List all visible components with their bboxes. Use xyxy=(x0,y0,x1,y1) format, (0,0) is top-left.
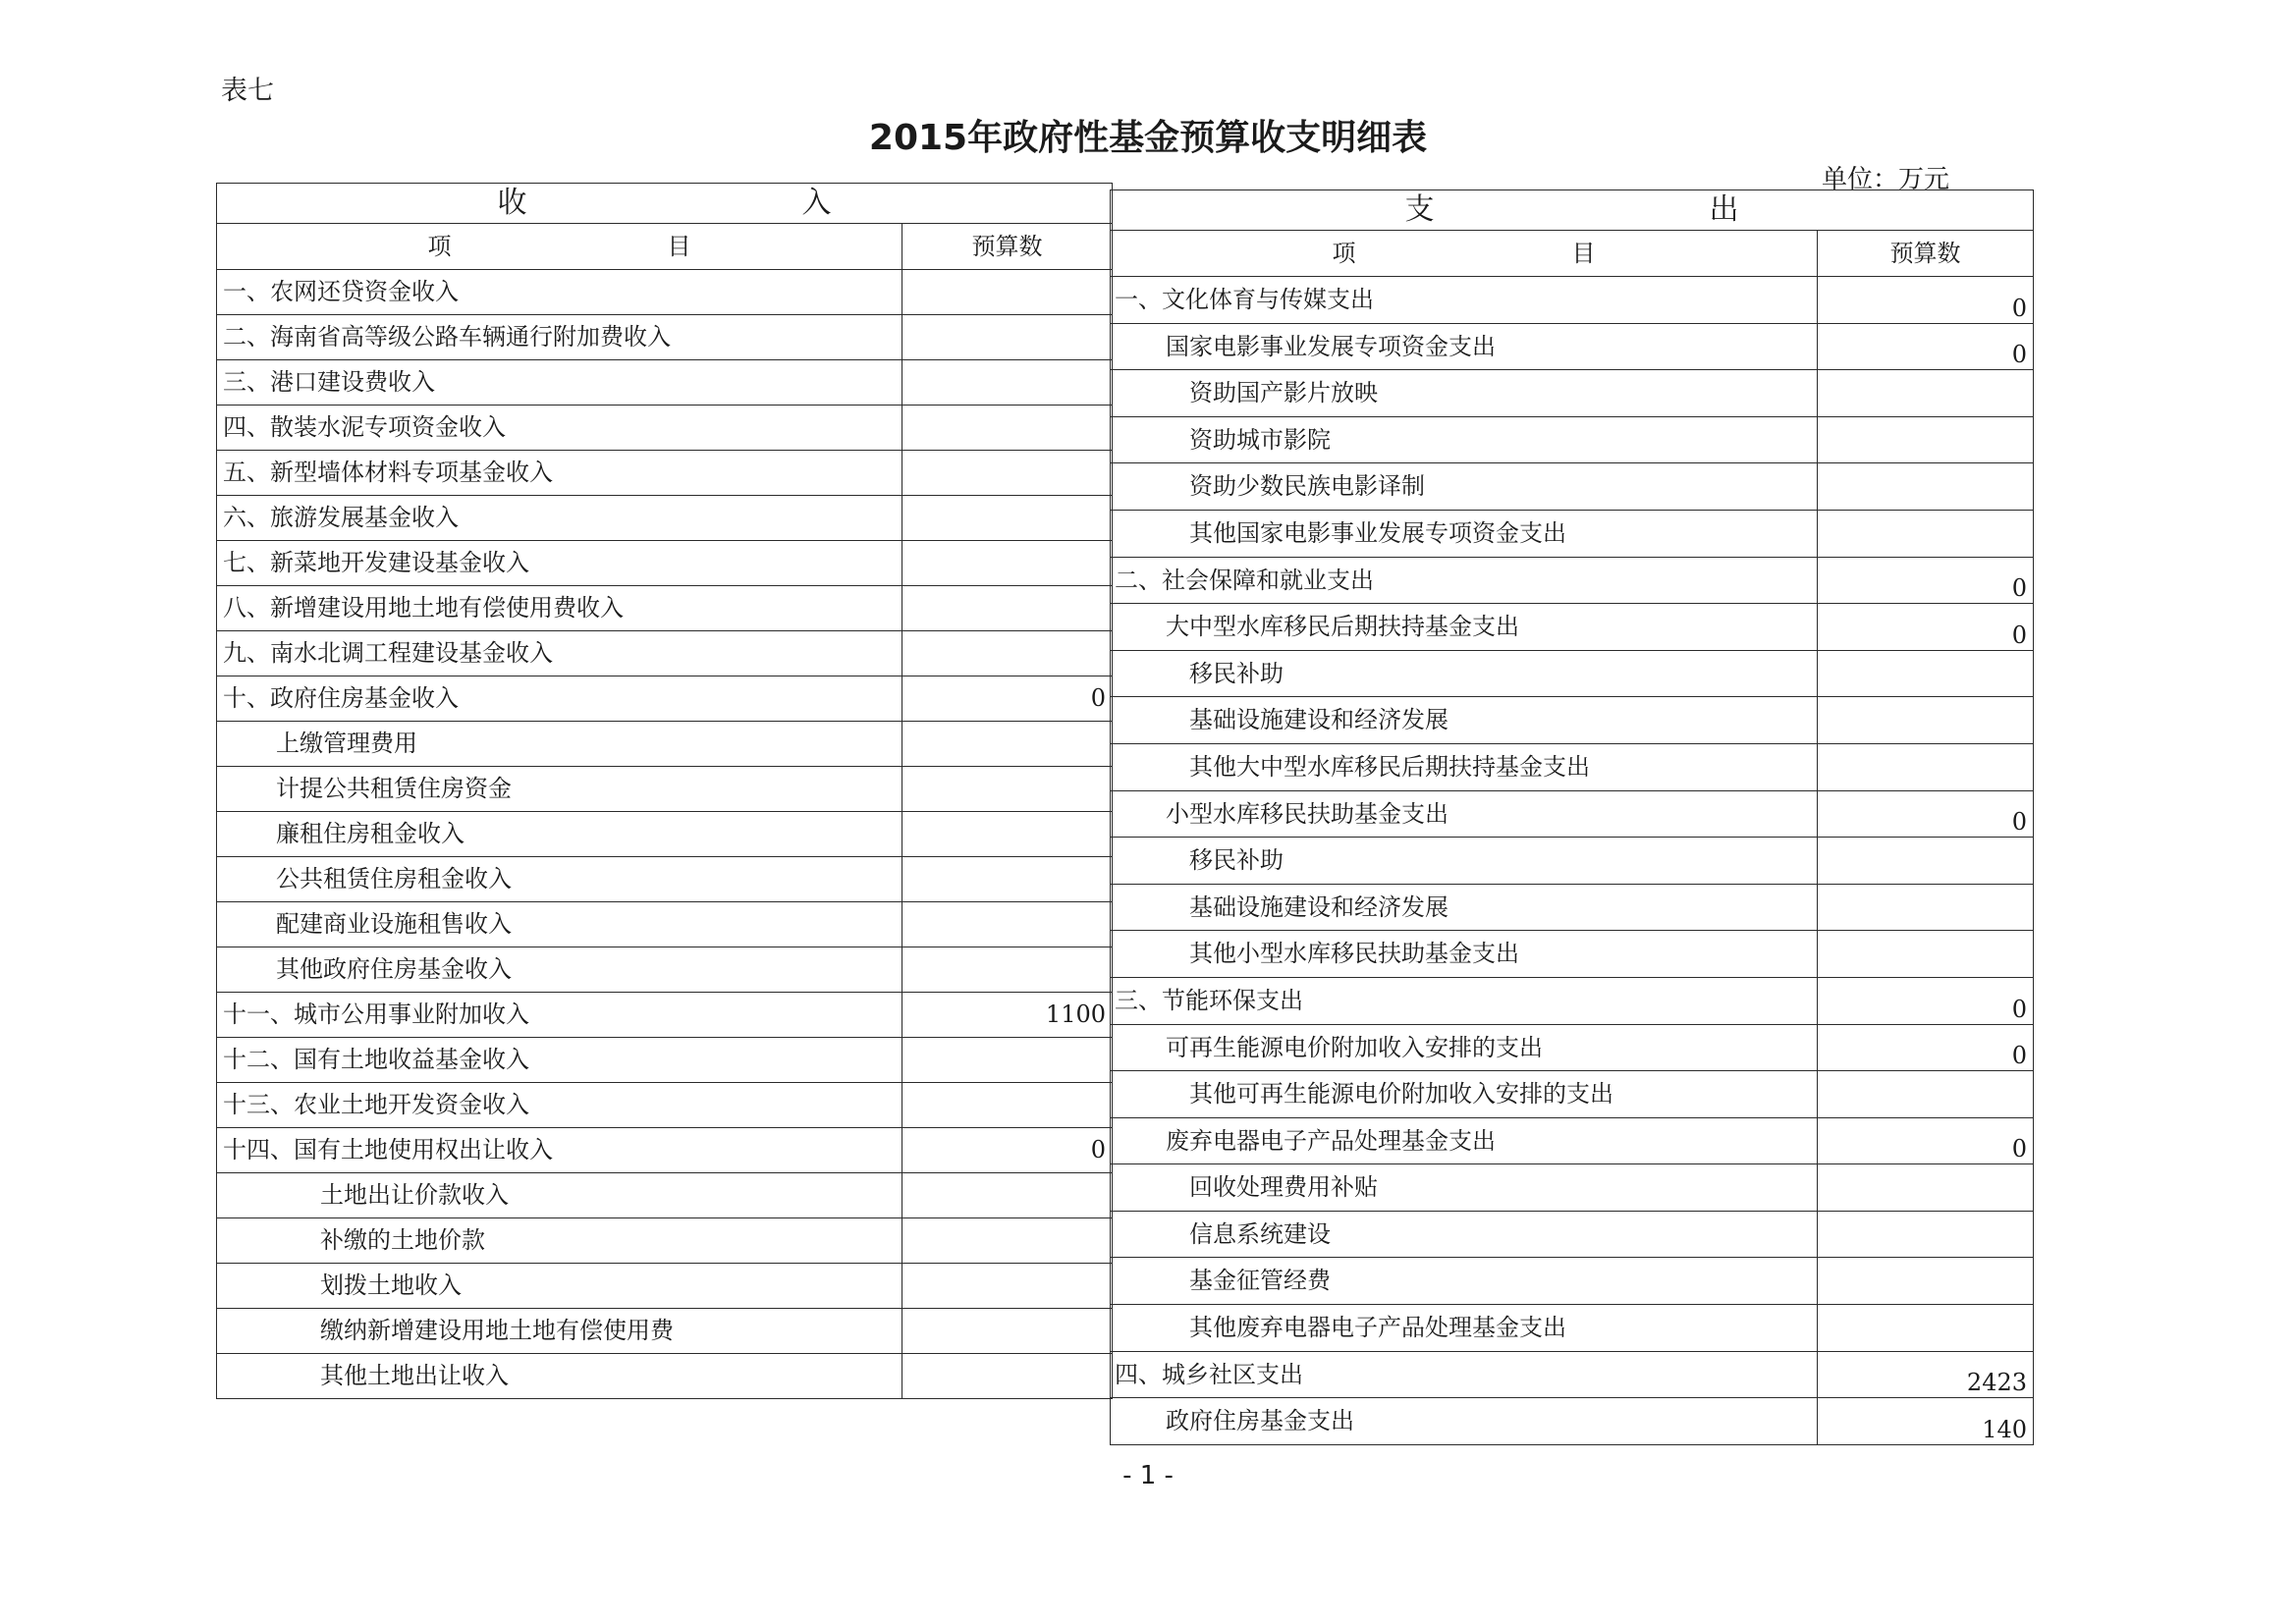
expense-row xyxy=(1111,1117,2034,1164)
income-row xyxy=(217,1038,1113,1083)
expense-section-right: 出 xyxy=(1709,192,1739,227)
unit-label: 单位：万元 xyxy=(1822,165,1950,194)
expense-row xyxy=(1111,510,2034,557)
expense-item-name: 回收处理费用补贴 xyxy=(1111,1164,1818,1212)
income-item-budget xyxy=(902,631,1113,676)
income-row xyxy=(217,857,1113,902)
income-item-name: 十、政府住房基金收入 xyxy=(217,676,902,722)
income-row xyxy=(217,722,1113,767)
expense-section-cell xyxy=(1111,190,2034,231)
expense-row xyxy=(1111,838,2034,885)
expense-row xyxy=(1111,416,2034,463)
expense-item-budget xyxy=(1818,650,2034,697)
expense-column-header xyxy=(1111,231,2034,277)
expense-item-name: 大中型水库移民后期扶持基金支出 xyxy=(1111,604,1818,651)
income-item-budget xyxy=(902,315,1113,360)
expense-item-name: 可再生能源电价附加收入安排的支出 xyxy=(1111,1024,1818,1071)
expense-item-budget xyxy=(1818,1305,2034,1352)
income-item-budget xyxy=(902,1038,1113,1083)
income-row xyxy=(217,451,1113,496)
expense-item-budget xyxy=(1818,463,2034,511)
income-item-budget xyxy=(902,406,1113,451)
income-section-cell xyxy=(217,184,1113,224)
income-item-name: 六、旅游发展基金收入 xyxy=(217,496,902,541)
expense-item-budget: 0 xyxy=(1818,277,2034,324)
income-item-budget: 0 xyxy=(902,676,1113,722)
income-item-name: 十四、国有土地使用权出让收入 xyxy=(217,1128,902,1173)
income-item-name: 配建商业设施租售收入 xyxy=(217,902,902,947)
expense-item-name: 基础设施建设和经济发展 xyxy=(1111,697,1818,744)
expense-item-budget: 0 xyxy=(1818,557,2034,604)
income-item-name: 缴纳新增建设用地土地有偿使用费 xyxy=(217,1309,902,1354)
income-item-budget xyxy=(902,586,1113,631)
expense-item-budget: 0 xyxy=(1818,1117,2034,1164)
income-column-header xyxy=(217,224,1113,270)
income-row xyxy=(217,406,1113,451)
income-item-name: 九、南水北调工程建设基金收入 xyxy=(217,631,902,676)
expense-row xyxy=(1111,743,2034,790)
expense-item-name: 其他小型水库移民扶助基金支出 xyxy=(1111,931,1818,978)
expense-item-name: 小型水库移民扶助基金支出 xyxy=(1111,790,1818,838)
expense-col-budget: 预算数 xyxy=(1818,231,2034,277)
expense-row xyxy=(1111,1164,2034,1212)
income-row xyxy=(217,586,1113,631)
expense-row xyxy=(1111,650,2034,697)
expense-item-budget: 0 xyxy=(1818,604,2034,651)
income-table xyxy=(216,183,1113,1399)
income-item-budget: 1100 xyxy=(902,993,1113,1038)
expense-row xyxy=(1111,557,2034,604)
income-item-budget xyxy=(902,857,1113,902)
income-item-budget xyxy=(902,1083,1113,1128)
expense-item-budget xyxy=(1818,931,2034,978)
expense-item-budget: 2423 xyxy=(1818,1351,2034,1398)
income-row xyxy=(217,360,1113,406)
income-item-name: 十一、城市公用事业附加收入 xyxy=(217,993,902,1038)
expense-item-name: 三、节能环保支出 xyxy=(1111,977,1818,1024)
income-item-budget xyxy=(902,270,1113,315)
income-item-name: 十二、国有土地收益基金收入 xyxy=(217,1038,902,1083)
income-row xyxy=(217,767,1113,812)
income-row xyxy=(217,947,1113,993)
expense-item-budget: 0 xyxy=(1818,1024,2034,1071)
income-row xyxy=(217,676,1113,722)
expense-item-name: 四、城乡社区支出 xyxy=(1111,1351,1818,1398)
income-item-name: 三、港口建设费收入 xyxy=(217,360,902,406)
income-item-budget xyxy=(902,767,1113,812)
expense-item-budget xyxy=(1818,510,2034,557)
income-item-name: 十三、农业土地开发资金收入 xyxy=(217,1083,902,1128)
expense-row xyxy=(1111,1211,2034,1258)
expense-item-budget xyxy=(1818,1258,2034,1305)
expense-item-budget xyxy=(1818,697,2034,744)
income-item-name: 七、新菜地开发建设基金收入 xyxy=(217,541,902,586)
income-row xyxy=(217,812,1113,857)
expense-item-name: 移民补助 xyxy=(1111,650,1818,697)
expense-row xyxy=(1111,884,2034,931)
expense-item-name: 资助少数民族电影译制 xyxy=(1111,463,1818,511)
income-item-budget xyxy=(902,1218,1113,1264)
income-item-budget xyxy=(902,541,1113,586)
income-item-budget xyxy=(902,496,1113,541)
income-item-budget xyxy=(902,722,1113,767)
income-item-name: 补缴的土地价款 xyxy=(217,1218,902,1264)
expense-row xyxy=(1111,931,2034,978)
expense-item-name: 国家电影事业发展专项资金支出 xyxy=(1111,323,1818,370)
expense-item-name: 其他可再生能源电价附加收入安排的支出 xyxy=(1111,1071,1818,1118)
income-item-name: 二、海南省高等级公路车辆通行附加费收入 xyxy=(217,315,902,360)
income-section-right: 入 xyxy=(801,186,832,220)
expense-item-budget xyxy=(1818,416,2034,463)
expense-item-budget: 0 xyxy=(1818,790,2034,838)
expense-item-name: 资助城市影院 xyxy=(1111,416,1818,463)
income-row xyxy=(217,496,1113,541)
expense-item-budget xyxy=(1818,1071,2034,1118)
expense-item-name: 其他国家电影事业发展专项资金支出 xyxy=(1111,510,1818,557)
income-item-budget xyxy=(902,1173,1113,1218)
expense-item-name: 基金征管经费 xyxy=(1111,1258,1818,1305)
expense-item-budget xyxy=(1818,370,2034,417)
income-item-budget xyxy=(902,1264,1113,1309)
income-row xyxy=(217,315,1113,360)
income-col-item-right: 目 xyxy=(667,233,691,260)
expense-row xyxy=(1111,323,2034,370)
income-row xyxy=(217,1218,1113,1264)
expense-row xyxy=(1111,790,2034,838)
income-row xyxy=(217,1083,1113,1128)
income-row xyxy=(217,1173,1113,1218)
income-item-name: 五、新型墙体材料专项基金收入 xyxy=(217,451,902,496)
expense-row xyxy=(1111,1351,2034,1398)
expense-row xyxy=(1111,1071,2034,1118)
expense-row xyxy=(1111,1024,2034,1071)
income-item-budget xyxy=(902,1309,1113,1354)
income-row xyxy=(217,1309,1113,1354)
income-item-budget xyxy=(902,451,1113,496)
income-row xyxy=(217,1354,1113,1399)
income-item-name: 一、农网还贷资金收入 xyxy=(217,270,902,315)
expense-item-budget xyxy=(1818,838,2034,885)
income-row xyxy=(217,270,1113,315)
expense-item-name: 废弃电器电子产品处理基金支出 xyxy=(1111,1117,1818,1164)
expense-item-name: 移民补助 xyxy=(1111,838,1818,885)
income-row xyxy=(217,902,1113,947)
income-row xyxy=(217,541,1113,586)
expense-item-budget: 0 xyxy=(1818,977,2034,1024)
income-item-budget xyxy=(902,947,1113,993)
expense-row xyxy=(1111,977,2034,1024)
expense-section-header xyxy=(1111,190,2034,231)
expense-item-budget: 140 xyxy=(1818,1398,2034,1445)
income-item-name: 廉租住房租金收入 xyxy=(217,812,902,857)
income-item-name: 计提公共租赁住房资金 xyxy=(217,767,902,812)
income-section-left: 收 xyxy=(497,186,527,220)
expense-row xyxy=(1111,697,2034,744)
income-row xyxy=(217,993,1113,1038)
expense-item-name: 一、文化体育与传媒支出 xyxy=(1111,277,1818,324)
income-section-header xyxy=(217,184,1113,224)
income-item-name: 划拨土地收入 xyxy=(217,1264,902,1309)
income-col-item xyxy=(217,224,902,270)
expense-col-item xyxy=(1111,231,1818,277)
expense-item-name: 资助国产影片放映 xyxy=(1111,370,1818,417)
income-row xyxy=(217,1264,1113,1309)
expense-item-name: 信息系统建设 xyxy=(1111,1211,1818,1258)
expense-row xyxy=(1111,1258,2034,1305)
income-item-name: 四、散装水泥专项资金收入 xyxy=(217,406,902,451)
expense-row xyxy=(1111,463,2034,511)
expense-item-budget xyxy=(1818,1164,2034,1212)
income-col-budget: 预算数 xyxy=(902,224,1113,270)
table-label: 表七 xyxy=(221,76,274,106)
expense-item-budget: 0 xyxy=(1818,323,2034,370)
expense-row xyxy=(1111,1305,2034,1352)
income-col-item-left: 项 xyxy=(427,233,452,260)
income-item-name: 八、新增建设用地土地有偿使用费收入 xyxy=(217,586,902,631)
expense-col-item-left: 项 xyxy=(1332,240,1356,267)
expense-item-budget xyxy=(1818,743,2034,790)
document-title: 2015年政府性基金预算收支明细表 xyxy=(868,118,1428,158)
expense-col-item-right: 目 xyxy=(1571,240,1596,267)
expense-row xyxy=(1111,370,2034,417)
expense-item-name: 政府住房基金支出 xyxy=(1111,1398,1818,1445)
expense-item-name: 其他大中型水库移民后期扶持基金支出 xyxy=(1111,743,1818,790)
expense-row xyxy=(1111,604,2034,651)
income-row xyxy=(217,631,1113,676)
income-item-budget xyxy=(902,1354,1113,1399)
page-number: - 1 - xyxy=(1122,1461,1174,1490)
income-item-budget xyxy=(902,360,1113,406)
expense-item-budget xyxy=(1818,1211,2034,1258)
expense-item-budget xyxy=(1818,884,2034,931)
expense-table xyxy=(1110,189,2034,1445)
income-item-name: 土地出让价款收入 xyxy=(217,1173,902,1218)
expense-item-name: 二、社会保障和就业支出 xyxy=(1111,557,1818,604)
expense-item-name: 基础设施建设和经济发展 xyxy=(1111,884,1818,931)
income-item-name: 公共租赁住房租金收入 xyxy=(217,857,902,902)
income-item-name: 上缴管理费用 xyxy=(217,722,902,767)
expense-item-name: 其他废弃电器电子产品处理基金支出 xyxy=(1111,1305,1818,1352)
income-item-budget xyxy=(902,812,1113,857)
expense-row xyxy=(1111,277,2034,324)
expense-section-left: 支 xyxy=(1404,192,1435,227)
expense-row xyxy=(1111,1398,2034,1445)
income-item-budget: 0 xyxy=(902,1128,1113,1173)
income-item-name: 其他土地出让收入 xyxy=(217,1354,902,1399)
income-row xyxy=(217,1128,1113,1173)
income-item-name: 其他政府住房基金收入 xyxy=(217,947,902,993)
income-item-budget xyxy=(902,902,1113,947)
